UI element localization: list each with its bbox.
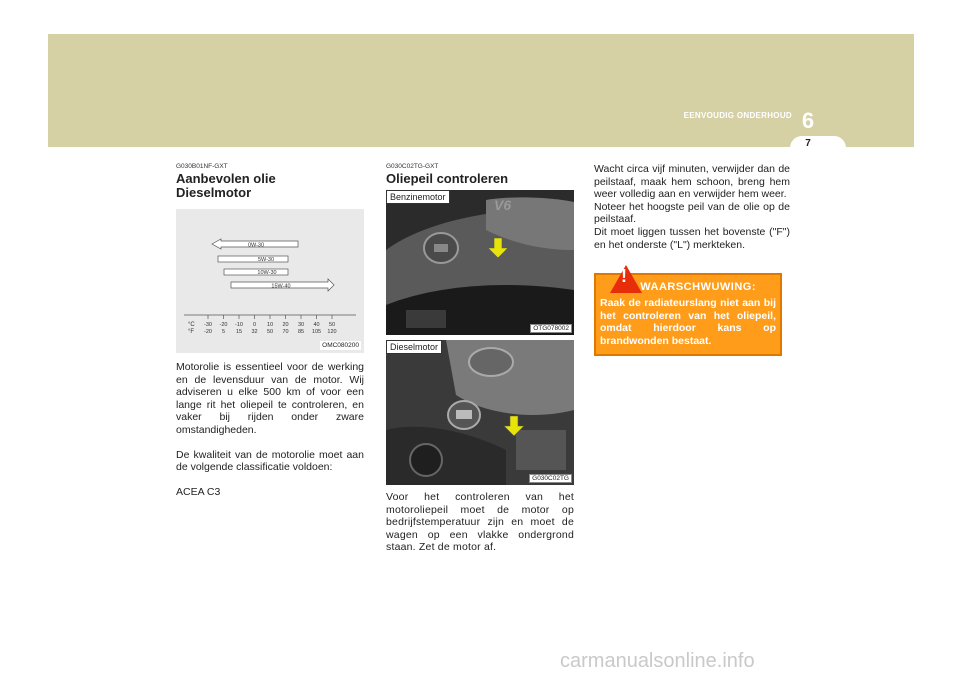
paragraph-note-level: Noteer het hoogste peil van de olie op de peilstaaf.: [594, 200, 790, 226]
column-instructions: [594, 163, 790, 356]
tick-label-celsius: 40: [313, 322, 320, 328]
section-code: G030C02TG-GXT: [386, 163, 439, 170]
tick-label-fahrenheit: 105: [311, 329, 322, 335]
section-code: G030B01NF-GXT: [176, 163, 228, 170]
section-title: Oliepeil controleren: [386, 171, 509, 186]
chapter-number: 6: [801, 108, 815, 133]
section-title-line2: Dieselmotor: [176, 185, 252, 200]
tick-label-fahrenheit: 32: [251, 329, 258, 335]
warning-title: WAARSCHWUWING:: [640, 281, 756, 294]
grade-arrow-5w30: [218, 256, 288, 263]
paragraph-intro: Motorolie is essentieel voor de werking en de levensduur van de motor. Wij adviseren u elke 500 km of voor een lange rit het oliepeil te controleren, en vaker bij rijden onder zware omstandigheden.: [176, 361, 364, 436]
tick-label-fahrenheit: 5: [221, 329, 226, 335]
grade-arrow-10w30: [224, 269, 288, 276]
photo-label-petrol: Benzinemotor: [386, 190, 450, 204]
grade-label-5w30: 5W-30: [257, 257, 275, 263]
photo-label-diesel: Dieselmotor: [386, 340, 442, 354]
chart-caption: OMC080200: [322, 342, 359, 349]
photo-code-diesel: G030C02TG: [529, 474, 572, 483]
temperature-ticks: [204, 315, 337, 335]
tick-label-celsius: 10: [266, 322, 274, 328]
photo-diesel-engine: [386, 340, 574, 485]
grade-label-10w30: 10W-30: [257, 270, 277, 276]
oil-viscosity-chart: [176, 209, 364, 353]
grade-label-0w30: 0W-30: [247, 242, 265, 249]
tick-label-celsius: 50: [328, 322, 336, 328]
photo-petrol-engine: [386, 190, 574, 335]
tick-label-fahrenheit: 50: [266, 329, 274, 335]
tick-label-fahrenheit: 85: [297, 329, 305, 335]
tick-label-fahrenheit: 15: [235, 329, 243, 335]
watermark: carmanualsonline.info: [560, 650, 755, 672]
tick-label-fahrenheit: -20: [204, 329, 212, 335]
section-title-line1: Aanbevolen olie: [176, 171, 276, 186]
warning-box: [594, 266, 782, 355]
paragraph-acea: ACEA C3: [176, 485, 221, 498]
chapter-title: EENVOUDIG ONDERHOUD: [683, 111, 792, 120]
paragraph-check-prep: Voor het controleren van het motoroliepeil moet de motor op bedrijfstemperatuur zijn en moet de wagen op een vlakke ondergrond staan. Zet de motor af.: [386, 491, 574, 554]
tick-label-fahrenheit: 70: [282, 329, 289, 335]
paragraph-quality: De kwaliteit van de motorolie moet aan de volgende classificatie voldoen:: [176, 448, 364, 474]
tick-label-celsius: 30: [297, 322, 305, 328]
paragraph-between-marks: Dit moet liggen tussen het bovenste ("F") en het onderste ("L") merkteken.: [594, 225, 790, 251]
grade-arrow-15w40: [231, 279, 334, 291]
page-number: 7: [805, 138, 811, 149]
column-oil-recommendation: [176, 163, 364, 498]
paragraph-wait: Wacht circa vijf minuten, verwijder dan de peilstaaf, maak hem schoon, breng hem weer volledig aan en verwijder hem weer.: [594, 163, 790, 201]
tick-label-celsius: 20: [282, 322, 289, 328]
tick-label-celsius: -30: [204, 322, 212, 328]
tick-label-celsius: -20: [219, 322, 228, 328]
header-band: [48, 34, 914, 147]
tick-label-celsius: 0: [252, 322, 257, 328]
grade-arrow-0w30: [212, 239, 298, 249]
warning-exclamation: !: [621, 266, 627, 287]
oil-viscosity-svg: [176, 209, 364, 353]
unit-celsius: °C: [188, 322, 195, 328]
v6-emblem: V6: [494, 197, 512, 213]
tick-label-celsius: -10: [235, 322, 243, 328]
petrol-engine-illustration: [386, 190, 574, 335]
column-check-oil: [386, 163, 574, 554]
warning-text: Raak de radiateurslang niet aan bij het controleren van het oliepeil, omdat hierdoor kans op brandwonden bestaat.: [600, 297, 776, 347]
photo-code-petrol: OTG078002: [530, 324, 572, 333]
section-title: [176, 172, 364, 200]
tick-label-fahrenheit: 120: [327, 329, 337, 335]
diesel-engine-illustration: [386, 340, 574, 485]
grade-label-15w40: 15W-40: [271, 283, 291, 290]
unit-fahrenheit: °F: [188, 329, 195, 335]
